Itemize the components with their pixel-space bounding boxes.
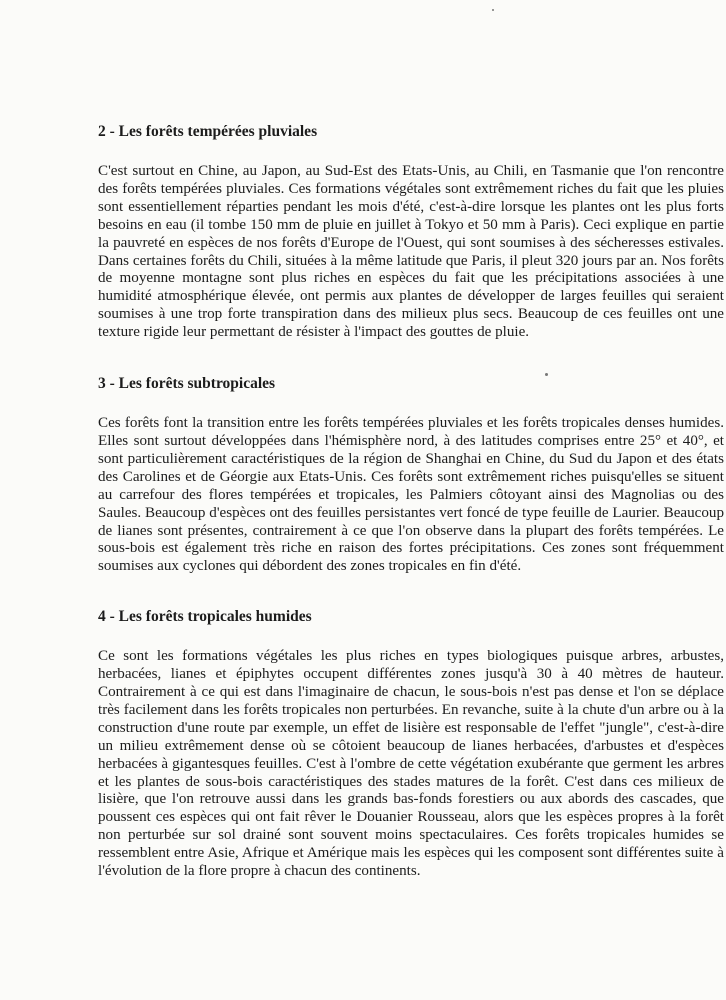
document-body [98,123,724,881]
section-title: 2 - Les forêts tempérées pluviales [98,123,318,140]
section-tropical-rainforests [98,608,724,881]
section-title: 4 - Les forêts tropicales humides [98,608,312,626]
section-paragraph: Ce sont les formations végétales les plus riches en types biologiques puisque arbres, arbustes, herbacées, lianes et épiphytes occupent différentes zones jusqu'à 30 à 40 mètres de hauteur. Contrairement à ce qui est dans l'imaginaire de chacun, le sous-bois n'est pas dense et l'on se déplace très facilement dans les forêts tropicales non perturbées. En revanche, suite à la chute d'un arbre ou à la construction d'une route par exemple, un effet de lisière est responsable de l'effet "jungle", c'est-à-dire un milieu extrêmement dense où se côtoient beaucoup de lianes herbacées, d'arbustes et d'espèces herbacées à gigantesques feuilles. C'est à l'ombre de cette végétation exubérante que germent les arbres et les plantes de sous-bois caractéristiques des stades matures de la forêt. C'est dans ces milieux de lisière, que l'on retrouve aussi dans les grands bas-fonds forestiers ou aux abords des cascades, que poussent ces espèces qui ont fait rêver le Douanier Rousseau, alors que les espèces propres à la forêt non perturbée sur sol drainé sont souvent moins spectaculaires. Ces forêts tropicales humides se ressemblent entre Asie, Afrique et Amérique mais les espèces qui les composent sont différentes suite à l'évolution de la flore propre à chacun des continents. [98,648,724,880]
section-paragraph: C'est surtout en Chine, au Japon, au Sud-Est des Etats-Unis, au Chili, en Tasmanie que l'on rencontre des forêts tempérées pluviales. Ces formations végétales sont extrêmement riches du fait que les pluies sont essentiellement réparties pendant les mois d'été, c'est-à-dire lorsque les plantes ont les plus forts besoins en eau (il tombe 150 mm de pluie en juillet à Tokyo et 50 mm à Paris). Ceci explique en partie la pauvreté en espèces de nos forêts d'Europe de l'Ouest, qui sont soumises à des sécheresses estivales. Dans certaines forêts du Chili, situées à la même latitude que Paris, il pleut 320 jours par an. Nos forêts de moyenne montagne sont plus riches en espèces du fait que les précipitations associées à une humidité atmosphérique élevée, ont permis aux plantes de développer de larges feuilles qui seraient soumises à une trop forte transpiration dans des milieux plus secs. Beaucoup de ces feuilles ont une texture rigide leur permettant de résister à l'impact des gouttes de pluie. [98,163,724,341]
section-temperate-rainforests [98,123,724,342]
section-paragraph: Ces forêts font la transition entre les forêts tempérées pluviales et les forêts tropicales denses humides. Elles sont surtout développées dans l'hémisphère nord, à des latitudes comprises entre 25° et 40°, et sont particulièrement caractéristiques de la région de Shanghai en Chine, du Sud du Japon et des états des Carolines et de Géorgie aux Etats-Unis. Ces forêts sont extrêmement riches puisqu'elles se situent au carrefour des flores tempérées et tropicales, les Palmiers côtoyant ainsi des Magnolias ou des Saules. Beaucoup d'espèces ont des feuilles persistantes vert foncé de type feuille de Laurier. Beaucoup de lianes sont présentes, contrairement à ce que l'on observe dans la plupart des forêts tempérées. Le sous-bois est également très riche en raison des fortes précipitations. Ces zones sont fréquemment soumises aux cyclones qui débordent des zones tropicales en fin d'été. [98,415,724,575]
scan-speck [492,9,494,11]
section-subtropical-forests [98,375,724,576]
section-title: 3 - Les forêts subtropicales [98,375,276,393]
